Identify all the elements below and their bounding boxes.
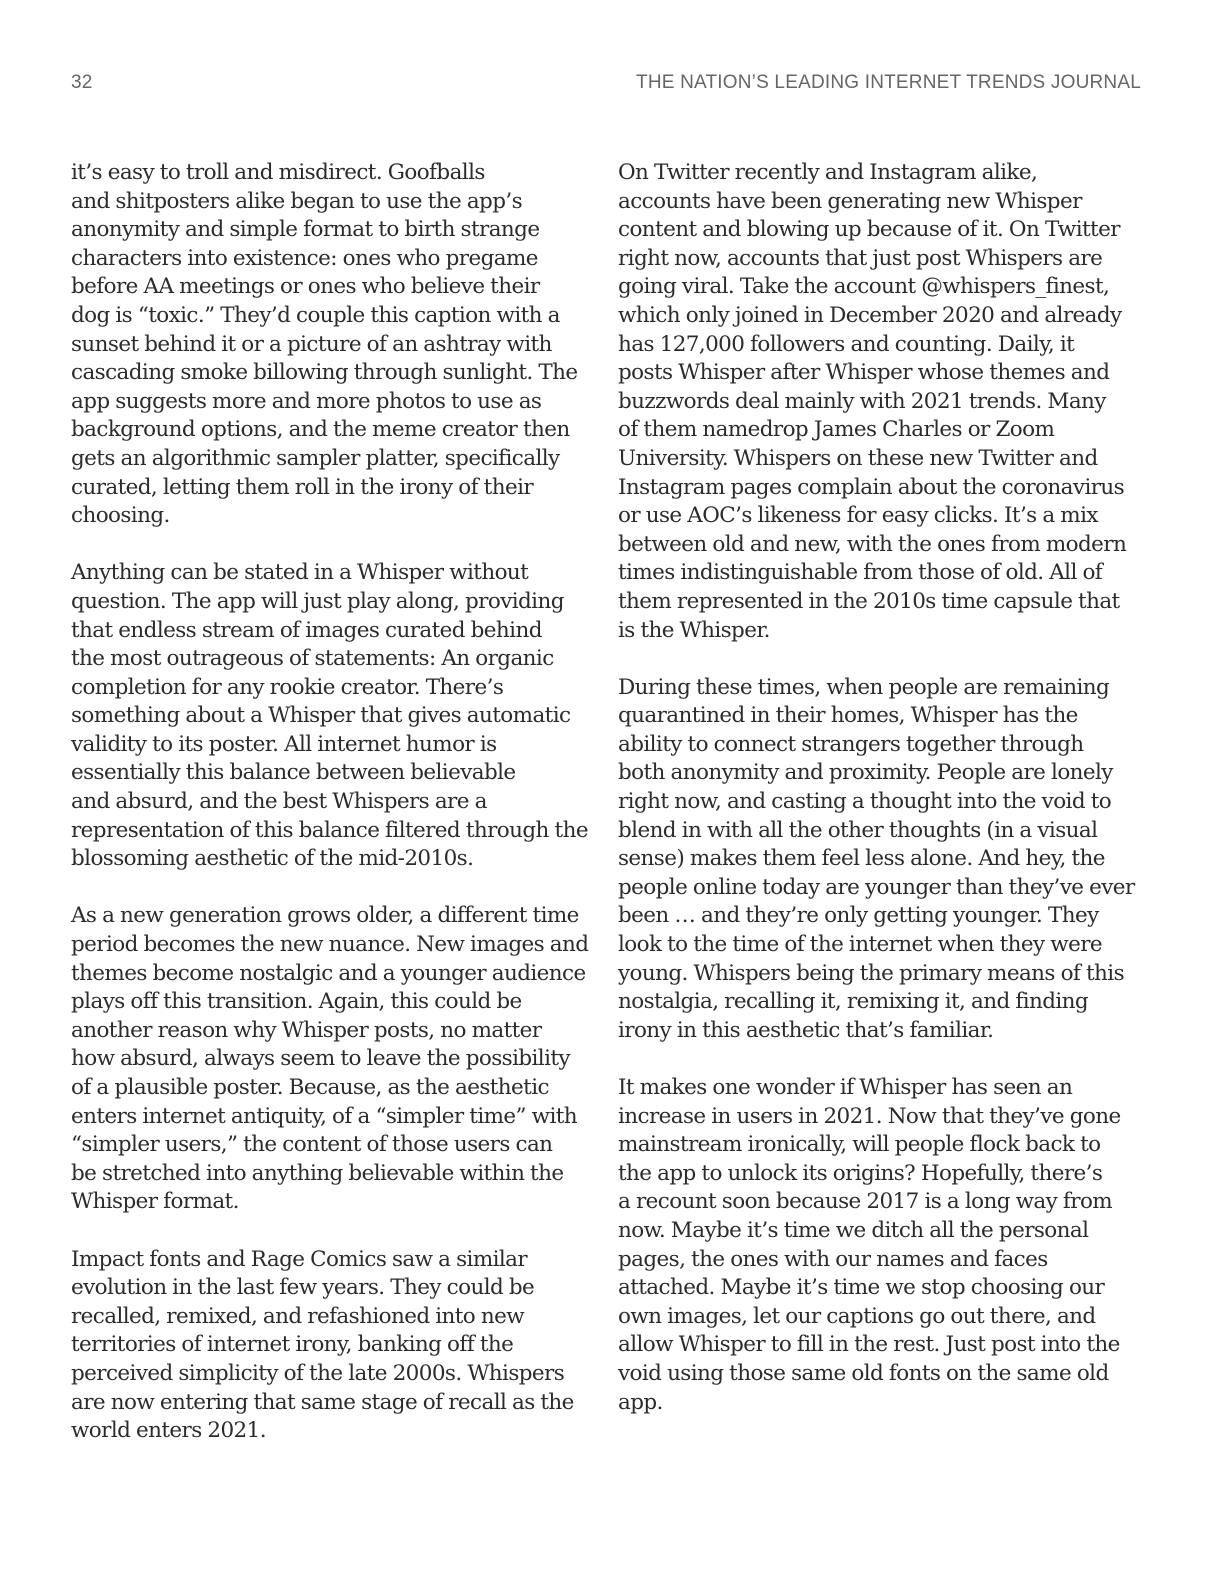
- text-line: accounts have been generating new Whisper: [618, 188, 1082, 214]
- text-line: enters internet antiquity, of a “simpler time” with: [71, 1103, 578, 1129]
- text-line: buzzwords deal mainly with 2021 trends. Many: [618, 388, 1106, 414]
- text-line: that endless stream of images curated behind: [71, 617, 542, 643]
- text-line: completion for any rookie creator. There’s: [71, 674, 504, 700]
- text-line: right now, and casting a thought into the void to: [618, 789, 1112, 815]
- text-line: choosing.: [71, 503, 170, 529]
- text-line: ability to connect strangers together through: [618, 731, 1084, 757]
- text-line: mainstream ironically, will people flock back to: [618, 1132, 1101, 1158]
- text-line: territories of internet irony, banking off the: [71, 1332, 514, 1358]
- article-paragraph: [618, 1074, 1148, 1417]
- text-line: of them namedrop James Charles or Zoom: [618, 417, 1055, 443]
- text-line: anonymity and simple format to birth strange: [71, 217, 540, 243]
- text-line: own images, let our captions go out there, and: [618, 1303, 1096, 1329]
- text-line: before AA meetings or ones who believe their: [71, 274, 540, 300]
- text-line: background options, and the meme creator then: [71, 417, 570, 443]
- text-line: been … and they’re only getting younger. They: [618, 903, 1099, 929]
- text-line: the most outrageous of statements: An organic: [71, 646, 554, 672]
- text-line: irony in this aesthetic that’s familiar.: [618, 1017, 994, 1043]
- text-line: and shitposters alike began to use the app’s: [71, 188, 523, 214]
- article-paragraph: [618, 159, 1148, 645]
- text-line: During these times, when people are remaining: [618, 674, 1110, 700]
- text-line: between old and new, with the ones from modern: [618, 531, 1127, 557]
- article-paragraph: [71, 159, 601, 531]
- text-line: times indistinguishable from those of old. All of: [618, 560, 1103, 586]
- text-line: it’s easy to troll and misdirect. Goofballs: [71, 160, 485, 185]
- text-line: right now, accounts that just post Whispers are: [618, 245, 1103, 271]
- text-line: sense) makes them feel less alone. And hey, the: [618, 846, 1105, 872]
- article-paragraph: [71, 902, 601, 1217]
- text-line: Whisper format.: [71, 1189, 239, 1215]
- text-line: app.: [618, 1389, 663, 1415]
- text-line: Instagram pages complain about the coronavirus: [618, 474, 1125, 500]
- text-line: curated, letting them roll in the irony of their: [71, 474, 534, 500]
- text-line: period becomes the new nuance. New images and: [71, 932, 589, 958]
- text-line: a recount soon because 2017 is a long way from: [618, 1189, 1113, 1215]
- text-line: now. Maybe it’s time we ditch all the personal: [618, 1217, 1089, 1243]
- text-line: validity to its poster. All internet humor is: [71, 731, 497, 757]
- text-line: dog is “toxic.” They’d couple this caption with a: [71, 302, 560, 328]
- journal-title: THE NATION’S LEADING INTERNET TRENDS JOURNAL: [636, 72, 1141, 93]
- text-line: On Twitter recently and Instagram alike,: [618, 160, 1038, 185]
- text-line: plays off this transition. Again, this could be: [71, 989, 522, 1015]
- text-line: evolution in the last few years. They could be: [71, 1275, 535, 1301]
- text-line: which only joined in December 2020 and already: [618, 302, 1122, 328]
- text-line: blossoming aesthetic of the mid-2010s.: [71, 846, 474, 872]
- text-line: going viral. Take the account @whispers_finest,: [618, 274, 1110, 300]
- text-line: world enters 2021.: [71, 1418, 266, 1444]
- text-line: is the Whisper.: [618, 617, 770, 643]
- page-number: 32: [71, 72, 93, 93]
- text-line: are now entering that same stage of recall as the: [71, 1389, 574, 1415]
- article-paragraph: [71, 1246, 601, 1446]
- text-line: characters into existence: ones who pregame: [71, 245, 538, 271]
- text-line: representation of this balance filtered through the: [71, 817, 588, 843]
- text-line: increase in users in 2021. Now that they’ve gone: [618, 1103, 1121, 1129]
- article-column-right: [618, 159, 1148, 1446]
- text-line: has 127,000 followers and counting. Daily, it: [618, 331, 1075, 357]
- text-line: another reason why Whisper posts, no matter: [71, 1017, 542, 1043]
- text-line: gets an algorithmic sampler platter, specifically: [71, 445, 560, 471]
- text-line: how absurd, always seem to leave the possibility: [71, 1046, 570, 1072]
- text-line: app suggests more and more photos to use as: [71, 388, 542, 414]
- text-line: attached. Maybe it’s time we stop choosing our: [618, 1275, 1105, 1301]
- text-line: cascading smoke billowing through sunlight. The: [71, 360, 578, 386]
- text-line: “simpler users,” the content of those users can: [71, 1132, 553, 1158]
- text-line: quarantined in their homes, Whisper has the: [618, 703, 1078, 729]
- text-line: sunset behind it or a picture of an ashtray with: [71, 331, 552, 357]
- text-line: pages, the ones with our names and faces: [618, 1246, 1048, 1272]
- article-column-left: [71, 159, 601, 1474]
- text-line: young. Whispers being the primary means of this: [618, 960, 1125, 986]
- text-line: Impact fonts and Rage Comics saw a similar: [71, 1246, 528, 1272]
- text-line: people online today are younger than they’ve ever: [618, 874, 1135, 900]
- article-paragraph: [71, 559, 601, 874]
- running-header: [71, 72, 1141, 98]
- text-line: void using those same old fonts on the same old: [618, 1360, 1109, 1386]
- text-line: As a new generation grows older, a different time: [71, 903, 579, 929]
- text-line: perceived simplicity of the late 2000s. Whispers: [71, 1360, 565, 1386]
- text-line: question. The app will just play along, providing: [71, 588, 564, 614]
- text-line: nostalgia, recalling it, remixing it, and finding: [618, 989, 1089, 1015]
- text-line: It makes one wonder if Whisper has seen an: [618, 1075, 1073, 1100]
- text-line: allow Whisper to fill in the rest. Just post into the: [618, 1332, 1120, 1358]
- text-line: or use AOC’s likeness for easy clicks. It’s a mix: [618, 503, 1098, 529]
- text-line: posts Whisper after Whisper whose themes and: [618, 360, 1110, 386]
- text-line: them represented in the 2010s time capsule that: [618, 588, 1120, 614]
- text-line: themes become nostalgic and a younger audience: [71, 960, 586, 986]
- text-line: University. Whispers on these new Twitter and: [618, 445, 1098, 471]
- text-line: blend in with all the other thoughts (in a visual: [618, 817, 1098, 843]
- text-line: Anything can be stated in a Whisper without: [71, 560, 529, 586]
- text-line: look to the time of the internet when they were: [618, 932, 1103, 958]
- text-line: both anonymity and proximity. People are lonely: [618, 760, 1113, 786]
- text-line: the app to unlock its origins? Hopefully, there’s: [618, 1160, 1103, 1186]
- text-line: essentially this balance between believable: [71, 760, 516, 786]
- text-line: of a plausible poster. Because, as the aesthetic: [71, 1075, 549, 1100]
- article-paragraph: [618, 674, 1148, 1046]
- text-line: recalled, remixed, and refashioned into new: [71, 1303, 525, 1329]
- text-line: and absurd, and the best Whispers are a: [71, 789, 487, 815]
- text-line: something about a Whisper that gives automatic: [71, 703, 571, 729]
- text-line: content and blowing up because of it. On Twitter: [618, 217, 1120, 243]
- text-line: be stretched into anything believable within the: [71, 1160, 564, 1186]
